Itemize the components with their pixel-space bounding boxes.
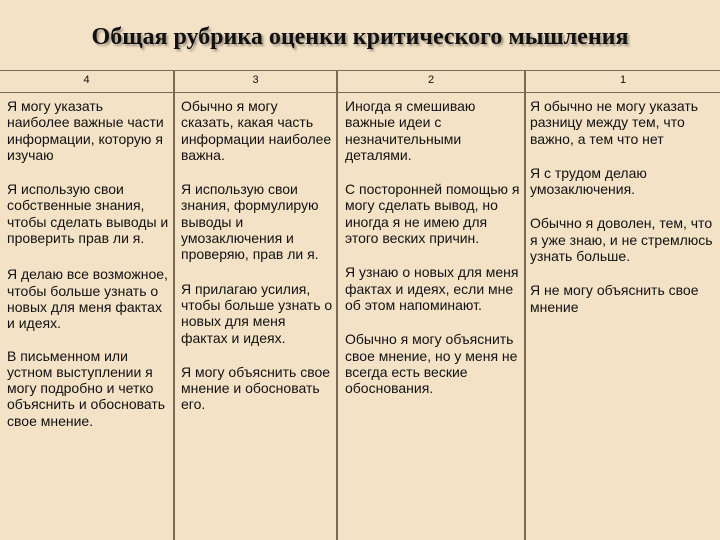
criterion-2-importance: Иногда я смешиваю важные идеи с незначительными деталями. [345,98,476,163]
column-divider-1 [173,70,175,540]
page-title: Общая рубрика оценки критического мышления [91,24,629,50]
criterion-2-conclusions: С посторонней помощью я могу сделать вывод, но иногда я не имею для этого веских причин. [345,181,520,247]
criterion-3-conclusions: Я использую свои знания, формулирую выводы и умозаключения и проверяю, прав ли я. [181,181,319,263]
criterion-1-importance: Я обычно не могу указать разницу между тем, что важно, а тем что нет [530,98,699,147]
criterion-4-importance: Я могу указать наиболее важные части информации, которую я изучаю [7,98,164,163]
criterion-1-conclusions: Я с трудом делаю умозаключения. [530,164,647,198]
criterion-1-learning: Обычно я доволен, тем, что я уже знаю, и не стремлюсь узнать больше. [530,215,713,265]
column-4-body [7,98,169,445]
criterion-3-importance: Обычно я могу сказать, какая часть информации наиболее важна. [181,98,332,163]
criterion-2-learning: Я узнаю о новых для меня фактах и идеях, если мне об этом напоминают. [345,264,519,313]
header-bottom-border [0,92,720,93]
criterion-4-explaining: В письменном или устном выступлении я могу подробно и четко объяснить и обосновать свое мнение. [7,347,166,429]
column-header-2: 2 [427,74,435,86]
criterion-3-explaining: Я могу объяснить свое мнение и обосновать его. [181,363,331,413]
criterion-4-conclusions: Я использую свои собственные знания, чтобы сделать выводы и проверить прав ли я. [7,181,169,247]
column-header-3: 3 [252,74,259,86]
column-header-4: 4 [83,74,90,86]
criterion-2-explaining: Обычно я могу объяснить свое мнение, но у меня не всегда есть веские обоснования. [345,331,518,397]
table-top-border [0,70,720,71]
column-divider-2 [336,70,338,540]
column-1-body [530,98,716,331]
criterion-3-learning: Я прилагаю усилия, чтобы больше узнать о новых для меня фактах и идеях. [181,280,333,346]
column-header-1: 1 [619,74,627,86]
criterion-1-explaining: Я не могу объяснить свое мнение [530,282,699,315]
criterion-4-learning: Я делаю все возможное, чтобы больше узнать о новых для меня фактах и идеях. [7,266,168,332]
column-3-body [181,98,333,429]
column-divider-3 [524,70,526,540]
column-2-body [345,98,521,412]
